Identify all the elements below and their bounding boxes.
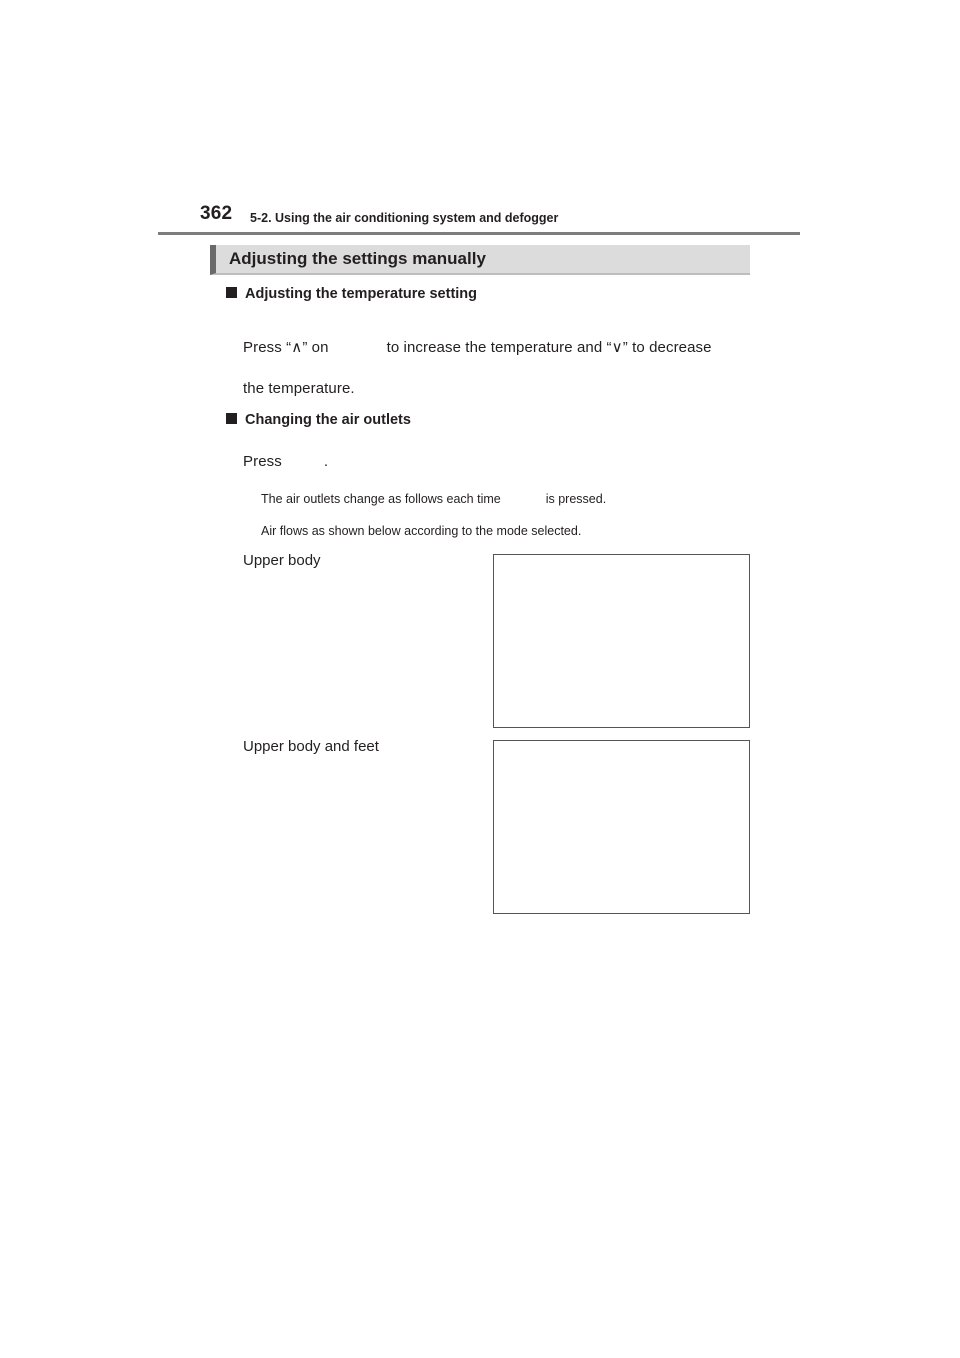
square-bullet-icon: [226, 287, 237, 298]
page-number: 362: [200, 203, 233, 224]
temperature-instruction: [243, 338, 712, 356]
temperature-text-part2: ” on: [302, 339, 329, 356]
outlets-note-1-part1: The air outlets change as follows each time: [261, 492, 501, 506]
header-rule: [158, 232, 800, 235]
outlets-press-word: Press: [243, 453, 282, 470]
outlets-note-1: [261, 492, 606, 506]
temperature-instruction-line2: the temperature.: [243, 380, 355, 397]
outlets-note-2: Air flows as shown below according to the mode selected.: [261, 524, 582, 538]
section-title: Adjusting the settings manually: [229, 249, 486, 268]
temperature-text-part4: ” to decrease: [622, 339, 712, 356]
outlets-press-period: .: [323, 453, 329, 470]
airflow-figure-upper-body: [493, 554, 750, 728]
outlets-note-1-part2: is pressed.: [545, 492, 607, 506]
mode-label-upper-body: Upper body: [243, 552, 321, 569]
outlets-heading: [226, 412, 411, 428]
mode-label-upper-body-and-feet: Upper body and feet: [243, 738, 379, 755]
temperature-heading-text: Adjusting the temperature setting: [245, 286, 478, 302]
square-bullet-icon: [226, 413, 237, 424]
down-arrow-glyph: ∨: [611, 339, 623, 356]
temperature-text-part1: Press “: [243, 339, 292, 356]
section-title-bar: [210, 245, 750, 275]
airflow-figure-upper-body-and-feet: [493, 740, 750, 914]
temperature-heading: [226, 286, 477, 302]
up-arrow-glyph: ∧: [291, 339, 303, 356]
temperature-text-part3: to increase the temperature and “: [386, 339, 612, 356]
outlets-heading-text: Changing the air outlets: [245, 412, 411, 428]
outlets-instruction: [243, 453, 328, 470]
running-header: 5-2. Using the air conditioning system and defogger: [250, 211, 559, 225]
